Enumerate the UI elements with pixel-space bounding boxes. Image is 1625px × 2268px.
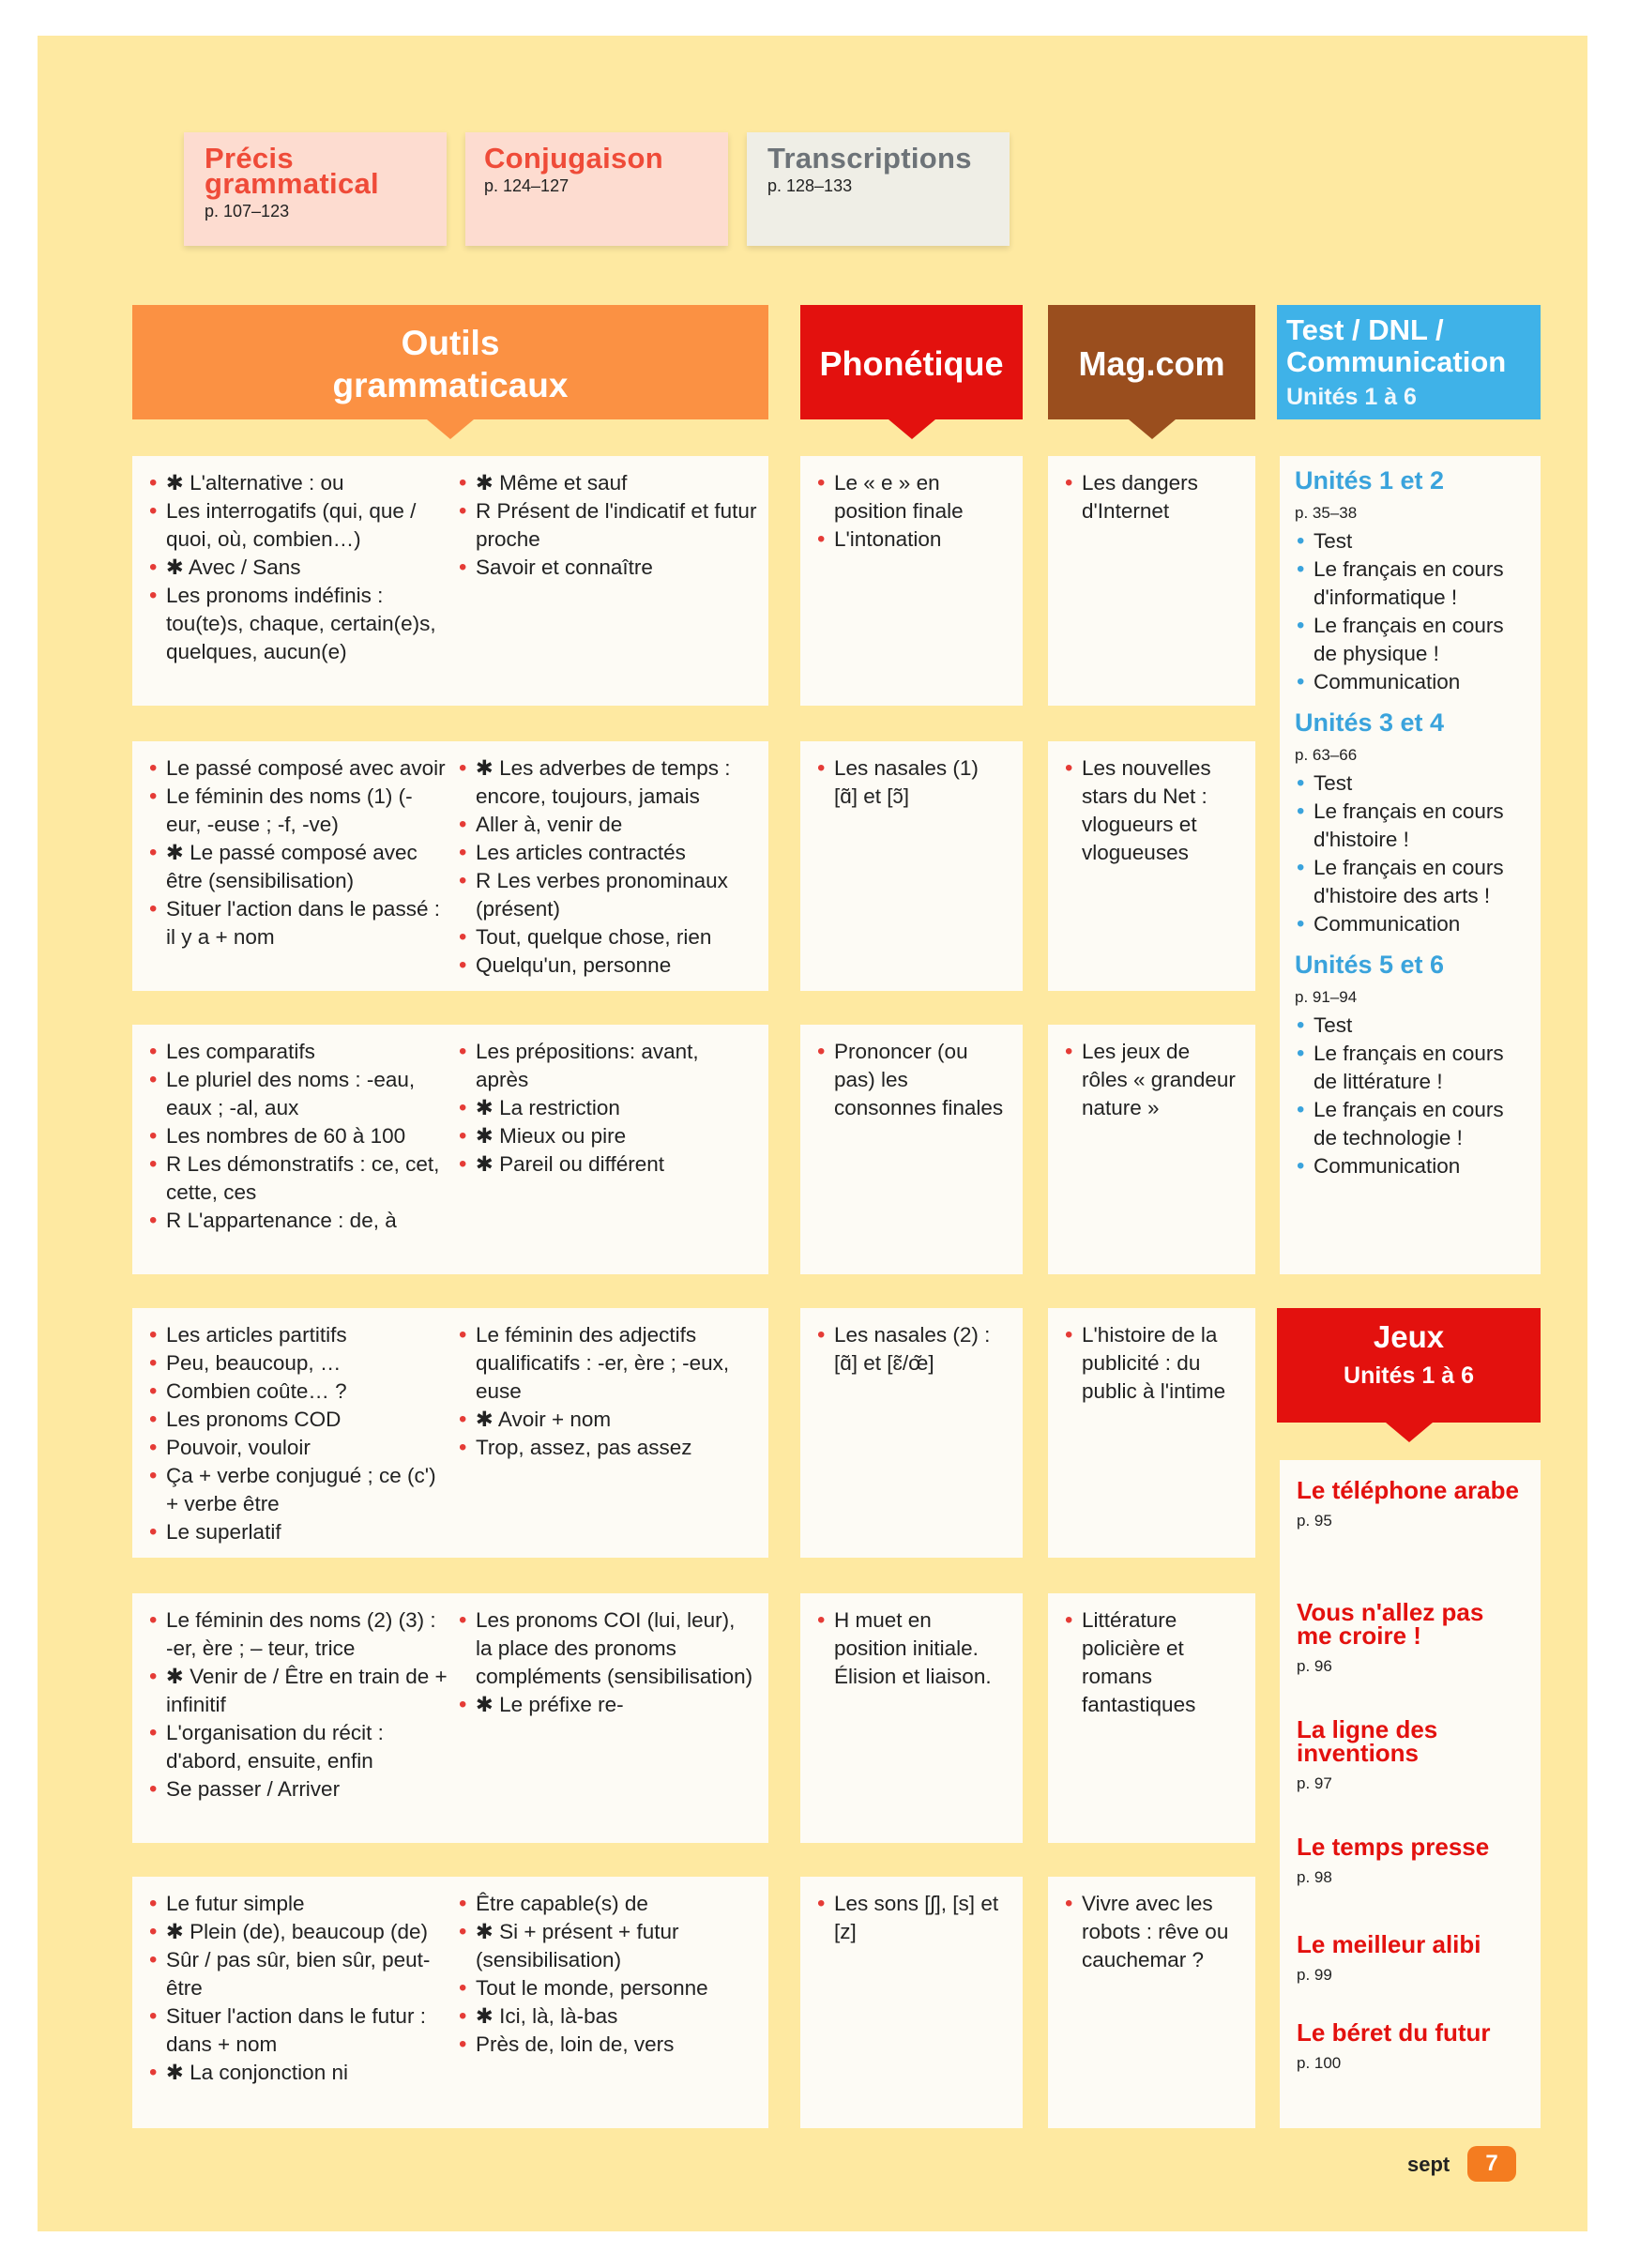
game-item[interactable] [1297,1930,1524,2021]
header-subtitle: Unités 1 à 6 [1344,1362,1474,1389]
ref-transcriptions[interactable] [747,132,1010,246]
unit-list [1295,769,1526,938]
list-item: • Les articles contractés [457,839,757,867]
game-page: p. 98 [1297,1868,1332,1886]
list-item: • Les nasales (2) : [ɑ̃] et [ɛ̃/œ̃] [815,1321,1008,1378]
ref-precis-grammatical[interactable] [184,132,447,246]
phonetique-list [815,469,1008,554]
game-title: Vous n'allez pas me croire ! [1297,1598,1484,1650]
outils-list-left [147,1321,448,1546]
phonetique-list [815,1038,1008,1122]
mag-list [1063,1606,1240,1719]
outils-list-left [147,1038,448,1235]
list-item: • ✱ Avoir + nom [457,1406,757,1434]
list-item: • Le français en cours d'histoire des arts ! [1295,854,1526,910]
list-item: • ✱ Pareil ou différent [457,1150,757,1179]
game-title: Le temps presse [1297,1833,1490,1861]
phonetique-row-1 [800,456,1023,706]
list-item: • Situer l'action dans le futur : dans + nom [147,2002,448,2059]
game-item[interactable] [1297,1715,1524,1835]
list-item: • Situer l'action dans le passé : il y a + nom [147,895,448,951]
page-number-word: sept [1407,2153,1450,2176]
list-item: • Aller à, venir de [457,811,757,839]
list-item: • Prononcer (ou pas) les consonnes finales [815,1038,1008,1122]
game-title: Le téléphone arabe [1297,1476,1519,1504]
outils-row-1 [132,456,768,706]
jeux-column [1280,1460,1541,2128]
list-item: • Les jeux de rôles « grandeur nature » [1063,1038,1240,1122]
list-item: • ✱ Mieux ou pire [457,1122,757,1150]
header-arrow [888,419,935,439]
list-item: • Être capable(s) de [457,1890,757,1918]
phonetique-row-4 [800,1308,1023,1558]
list-item: • R L'appartenance : de, à [147,1207,448,1235]
list-item: • R Présent de l'indicatif et futur proche [457,497,757,554]
list-item: • Vivre avec les robots : rêve ou cauchemar ? [1063,1890,1240,1974]
list-item: • Trop, assez, pas assez [457,1434,757,1462]
outils-list-left [147,1606,448,1804]
ref-pages: p. 128–133 [767,176,853,195]
header-arrow [427,419,474,439]
list-item: • ✱ Même et sauf [457,469,757,497]
game-page: p. 95 [1297,1512,1332,1530]
list-item: • ✱ Ici, là, là-bas [457,2002,757,2031]
mag-row-3 [1048,1025,1255,1274]
list-item: • ✱ L'alternative : ou [147,469,448,497]
phonetique-row-2 [800,741,1023,991]
ref-conjugaison[interactable] [465,132,728,246]
list-item: • ✱ Avec / Sans [147,554,448,582]
header-test-dnl-communication [1277,305,1541,419]
list-item: • Se passer / Arriver [147,1775,448,1804]
game-title: La ligne des inventions [1297,1715,1438,1767]
test-dnl-column [1280,456,1541,1274]
list-item: • H muet en position initiale. Élision et liaison. [815,1606,1008,1691]
list-item: • Sûr / pas sûr, bien sûr, peut-être [147,1946,448,2002]
unit-pages: p. 91–94 [1295,988,1358,1006]
list-item: • Littérature policière et romans fantastiques [1063,1606,1240,1719]
list-item: • ✱ Venir de / Être en train de + infinitif [147,1663,448,1719]
list-item: • Près de, loin de, vers [457,2031,757,2059]
mag-list [1063,754,1240,867]
outils-list-right [457,1606,757,1719]
list-item: • Communication [1295,1152,1526,1180]
list-item: • ✱ Si + présent + futur (sensibilisation) [457,1918,757,1974]
outils-row-2 [132,741,768,991]
outils-list-left [147,469,448,666]
list-item: • Le français en cours d'informatique ! [1295,556,1526,612]
list-item: • Les nouvelles stars du Net : vlogueurs et vlogueuses [1063,754,1240,867]
outils-list-right [457,1890,757,2059]
mag-list [1063,1890,1240,1974]
unit-pages: p. 63–66 [1295,746,1358,764]
list-item: • Test [1295,769,1526,798]
list-item: • Le féminin des noms (1) (-eur, -euse ; -f, -ve) [147,783,448,839]
list-item: • Les pronoms COI (lui, leur), la place des pronoms compléments (sensibilisation) [457,1606,757,1691]
outils-row-6 [132,1877,768,2128]
ref-title: Précis grammatical [205,142,379,200]
list-item: • Tout le monde, personne [457,1974,757,2002]
header-title: Mag.com [1078,344,1225,383]
page-number-badge: 7 [1467,2146,1516,2182]
game-page: p. 100 [1297,2054,1342,2072]
list-item: • ✱ La restriction [457,1094,757,1122]
list-item: • Peu, beaucoup, … [147,1349,448,1378]
outils-list-right [457,469,757,582]
list-item: • L'intonation [815,525,1008,554]
unit-list [1295,1012,1526,1180]
ref-pages: p. 107–123 [205,202,290,221]
game-item[interactable] [1297,1598,1524,1718]
list-item: • Les nasales (1) [ɑ̃] et [ɔ̃] [815,754,1008,811]
outils-list-right [457,754,757,980]
unit-title[interactable]: Unités 1 et 2 [1295,466,1445,495]
list-item: • Communication [1295,910,1526,938]
outils-list-left [147,754,448,951]
list-item: • Test [1295,1012,1526,1040]
mag-row-5 [1048,1593,1255,1843]
unit-block [1295,708,1526,938]
list-item: • Communication [1295,668,1526,696]
list-item: • ✱ Plein (de), beaucoup (de) [147,1918,448,1946]
outils-list-right [457,1038,757,1179]
unit-pages: p. 35–38 [1295,504,1358,522]
phonetique-row-3 [800,1025,1023,1274]
list-item: • Les prépositions: avant, après [457,1038,757,1094]
header-phonetique [800,305,1023,419]
mag-row-4 [1048,1308,1255,1558]
list-item: • Les pronoms COD [147,1406,448,1434]
ref-title: Conjugaison [484,142,664,175]
phonetique-list [815,1606,1008,1691]
list-item: • Le « e » en position finale [815,469,1008,525]
phonetique-row-6 [800,1877,1023,2128]
header-arrow [1129,419,1176,439]
mag-row-1 [1048,456,1255,706]
unit-block [1295,465,1526,696]
outils-row-3 [132,1025,768,1274]
list-item: • Ça + verbe conjugué ; ce (c') + verbe être [147,1462,448,1518]
list-item: • Le français en cours de littérature ! [1295,1040,1526,1096]
header-outils-grammaticaux [132,305,768,419]
list-item: • Les pronoms indéfinis : tou(te)s, chaque, certain(e)s, quelques, aucun(e) [147,582,448,666]
list-item: • Le superlatif [147,1518,448,1546]
game-page: p. 96 [1297,1657,1332,1675]
game-title: Le béret du futur [1297,2018,1491,2047]
game-page: p. 99 [1297,1966,1332,1984]
header-arrow [1386,1423,1433,1442]
list-item: • Quelqu'un, personne [457,951,757,980]
mag-list [1063,1321,1240,1406]
list-item: • Le passé composé avec avoir [147,754,448,783]
list-item: • ✱ La conjonction ni [147,2059,448,2087]
list-item: • ✱ Les adverbes de temps : encore, toujours, jamais [457,754,757,811]
list-item: • Le féminin des noms (2) (3) : -er, ère ; – teur, trice [147,1606,448,1663]
game-item[interactable] [1297,1476,1524,1601]
list-item: • Les nombres de 60 à 100 [147,1122,448,1150]
unit-title[interactable]: Unités 3 et 4 [1295,708,1445,737]
list-item: • Le français en cours de physique ! [1295,612,1526,668]
list-item: • Le féminin des adjectifs qualificatifs : -er, ère ; -eux, euse [457,1321,757,1406]
list-item: • Les dangers d'Internet [1063,469,1240,525]
header-title: Outils grammaticaux [332,324,569,404]
outils-row-4 [132,1308,768,1558]
mag-list [1063,1038,1240,1122]
game-page: p. 97 [1297,1774,1332,1792]
game-item[interactable] [1297,2018,1524,2073]
list-item: • R Les verbes pronominaux (présent) [457,867,757,923]
unit-block [1295,950,1526,1180]
list-item: • ✱ Le préfixe re- [457,1691,757,1719]
ref-pages: p. 124–127 [484,176,570,195]
mag-row-2 [1048,741,1255,991]
phonetique-list [815,1321,1008,1378]
header-title: Phonétique [819,344,1004,383]
unit-list [1295,527,1526,696]
outils-list-right [457,1321,757,1462]
list-item: • L'organisation du récit : d'abord, ensuite, enfin [147,1719,448,1775]
list-item: • Pouvoir, vouloir [147,1434,448,1462]
header-subtitle: Unités 1 à 6 [1286,384,1417,410]
list-item: • Test [1295,527,1526,556]
game-item[interactable] [1297,1835,1524,1933]
list-item: • Tout, quelque chose, rien [457,923,757,951]
game-title: Le meilleur alibi [1297,1930,1481,1958]
unit-title[interactable]: Unités 5 et 6 [1295,951,1445,979]
list-item: • Les comparatifs [147,1038,448,1066]
list-item: • Les interrogatifs (qui, que / quoi, où, combien…) [147,497,448,554]
mag-list [1063,469,1240,525]
phonetique-list [815,754,1008,811]
list-item: • Savoir et connaître [457,554,757,582]
ref-title: Transcriptions [767,142,972,175]
phonetique-list [815,1890,1008,1946]
list-item: • Le français en cours d'histoire ! [1295,798,1526,854]
list-item: • Combien coûte… ? [147,1378,448,1406]
list-item: • L'histoire de la publicité : du public à l'intime [1063,1321,1240,1406]
list-item: • ✱ Le passé composé avec être (sensibilisation) [147,839,448,895]
header-jeux [1277,1308,1541,1423]
list-item: • Le français en cours de technologie ! [1295,1096,1526,1152]
list-item: • Le futur simple [147,1890,448,1918]
header-mag-com [1048,305,1255,419]
header-title: Jeux [1373,1319,1445,1354]
mag-row-6 [1048,1877,1255,2128]
header-title: Test / DNL / Communication [1286,313,1507,378]
list-item: • Les articles partitifs [147,1321,448,1349]
phonetique-row-5 [800,1593,1023,1843]
outils-row-5 [132,1593,768,1843]
list-item: • Le pluriel des noms : -eau, eaux ; -al, aux [147,1066,448,1122]
outils-list-left [147,1890,448,2087]
list-item: • R Les démonstratifs : ce, cet, cette, ces [147,1150,448,1207]
list-item: • Les sons [ʃ], [s] et [z] [815,1890,1008,1946]
